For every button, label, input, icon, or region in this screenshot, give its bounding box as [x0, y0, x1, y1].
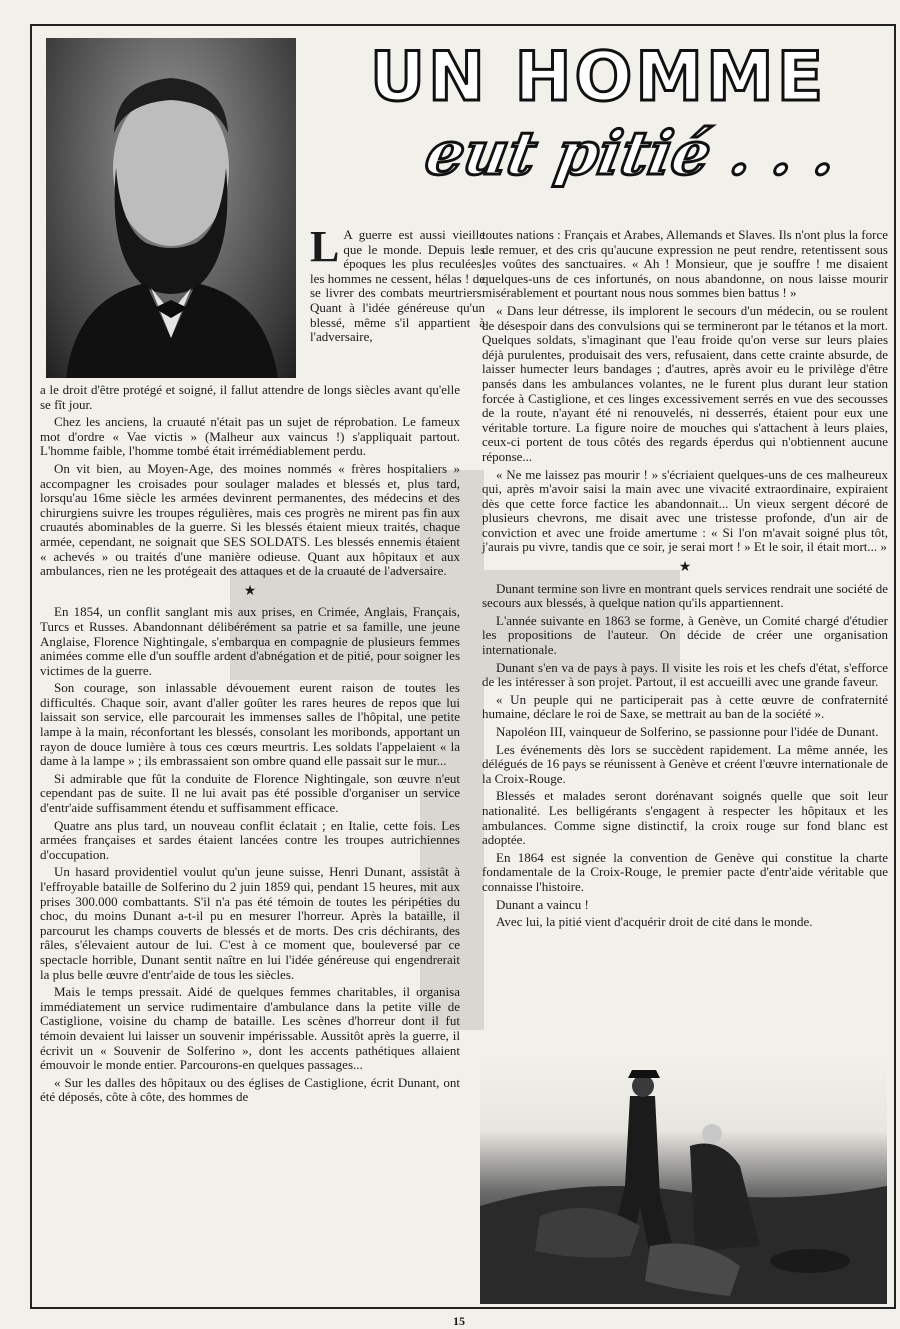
intro-column: [310, 222, 485, 348]
paragraph: Dunant termine son livre en montrant quels services rendrait une société de secours aux blessés, à quelque nation qu'ils appartiennent.: [482, 580, 888, 611]
paragraph: En 1864 est signée la convention de Genève qui constitue la charte fondamentale de la Croix-Rouge, le premier pacte d'entr'aide véritable que connaisse l'histoire.: [482, 849, 888, 894]
paragraph: « Sur les dalles des hôpitaux ou des églises de Castiglione, écrit Dunant, ont été déposés, côte à côte, des hommes de: [40, 1074, 460, 1105]
paragraph: Chez les anciens, la cruauté n'était pas un sujet de réprobation. Le fameux mot d'ordre « Vae victis » (Malheur aux vaincus !) s'appliquait partout. L'homme faible, l'homme tombé était irrémédiablement perdu.: [40, 414, 460, 459]
intro-text: A guerre est aussi vieille que le monde. Depuis les époques les plus reculées, les hommes ne cessent, hélas ! de se livrer des combats meurtriers. Quant à l'idée généreuse qu'un blessé, même s'il appartient à l'adversaire,: [310, 227, 485, 345]
section-star: ★: [678, 560, 692, 576]
paragraph: On vit bien, au Moyen-Age, des moines nommés « frères hospitaliers » accompagner les croisades pour soulager malades et blessés et, plus tard, lorsqu'au 16me siècle les armées devinrent permanentes, des médecins et des chirurgiens suivre les troupes régulières, mais ces progrès ne mirent pas fin aux cruautés abominables de la guerre. Si les blessés étaient mieux traités, chaque armée, cependant, ne soignait que SES SOLDATS. Les blessés ennemis étaient « achevés » ou traités d'une manière odieuse. Quant aux hôpitaux et aux ambulances, rien ne les protégeait des attaques et de la cruauté de l'adversaire.: [40, 460, 460, 579]
portrait-photo: [46, 38, 296, 378]
page-number: 15: [453, 1314, 465, 1328]
headline-sub: eut pitié . . .: [420, 119, 842, 189]
paragraph: a le droit d'être protégé et soigné, il fallut attendre de longs siècles avant qu'elle se fît jour.: [40, 382, 460, 412]
paragraph: Son courage, son inlassable dévouement eurent raison de toutes les difficultés. Chaque soir, avant d'aller goûter les rares heures de repos que lui laissait son service, elle parcourait les immenses salles de l'hôpital, une petite lampe à la main, réconfortant les blessés, consolant les moribonds, apportant un rayon de douce lumière à tous ces cœurs meurtris. Les soldats l'appelaient « la dame à la lampe » ; ils embrassaient son ombre quand elle passait sur le mur...: [40, 680, 460, 769]
battlefield-illustration: [480, 1056, 887, 1304]
paragraph: Dunant a vaincu !: [496, 896, 589, 912]
paragraph: Napoléon III, vainqueur de Solferino, se passionne pour l'idée de Dunant.: [496, 724, 879, 739]
paragraph: L'année suivante en 1863 se forme, à Genève, un Comité chargé d'étudier les propositions de l'auteur. On décide de créer une organisation internationale.: [482, 612, 888, 658]
paragraph: En 1854, un conflit sanglant mis aux prises, en Crimée, Anglais, Français, Turcs et Russes. Abandonnant délibérément sa patrie et sa famille, une jeune Anglaise, Florence Nightingale, s'embarqua en compagnie de plusieurs femmes animées comme elle d'un souffle ardent d'abnégation et de pitié, pour soigner les victimes de la guerre.: [40, 604, 460, 678]
dropcap: L: [310, 222, 340, 271]
right-column: [482, 228, 888, 933]
paragraph: Quatre ans plus tard, un nouveau conflit éclatait ; en Italie, cette fois. Les armées françaises et sardes étaient lancées contre les troupes autrichiennes d'occupation.: [40, 817, 460, 862]
paragraph: Avec lui, la pitié vient d'acquérir droit de cité dans le monde.: [496, 914, 813, 930]
paragraph: Si admirable que fût la conduite de Florence Nightingale, son œuvre n'eut cependant pas de suite. Il ne lui avait pas été possible d'organiser un service d'entr'aide suffisamment étendu et suffisamment efficace.: [40, 770, 460, 816]
left-column: [40, 383, 460, 1108]
paragraph: Les événements dès lors se succèdent rapidement. La même année, les délégués de 16 pays se réunissent à Genève et créent l'œuvre internationale de la Croix-Rouge.: [482, 741, 888, 786]
paragraph: Un hasard providentiel voulut qu'un jeune suisse, Henri Dunant, assistât à l'effroyable bataille de Solferino du 2 juin 1859 qui, pendant 15 heures, mit aux prises 300.000 combattants. S'il n'a pas été témoin de toutes les péripéties du choc, du moins Dunant a-t-il pu en mesurer l'horreur. Après la bataille, il parcourut les champs couverts de blessés et de morts. Des cris déchirants, des râles, s'élevaient autour de lui. C'est à ce moment que, bouleversé par ce spectacle horrible, Dunant sentit naître en lui l'idée généreuse qui engendrerait la plus belle œuvre d'entr'aide de tous les siècles.: [40, 864, 460, 982]
paragraph: « Dans leur détresse, ils implorent le secours d'un médecin, ou se roulent de désespoir dans des convulsions qui se termineront par le tétanos et la mort. Quelques soldats, s'imaginant que l'eau froide qu'on verse sur leurs plaies déjà purulentes, produisait des vers, refusaient, dans cette crainte absurde, de laisser humecter leurs bandages ; d'autres, après avoir eu le privilège d'être pansés dans les ambulances volantes, ne le furent plus durant leur station forcée à Castiglione, et ces linges excessivement serrés en vue des secousses de la route, n'ayant été ni renouvelés, ni desserrés, étaient pour eux une véritable torture. La figure noire de mouches qui s'attachent à leurs plaies, ceux-ci portent de tous côtés des regards éperdus qui n'obtiennent aucune réponse...: [482, 302, 888, 464]
paragraph: toutes nations : Français et Arabes, Allemands et Slaves. Ils n'ont plus la force de remuer, et des cris qu'aucune expression ne peut rendre, retentissent sous les voûtes des sanctuaires. « Ah ! Monsieur, que je souffre ! me disaient quelques-uns de ces infortunés, on nous abandonne, on nous laisse mourir misérablement et pourtant nous nous sommes bien battus ! »: [482, 227, 888, 301]
paragraph: « Ne me laissez pas mourir ! » s'écriaient quelques-uns de ces malheureux qui, après m'avoir saisi la main avec une vivacité extraordinaire, expiraient dès que cette force factice les abandonnait... Un vieux sergent décoré de plusieurs chevrons, me disait avec une tristesse profonde, d'un air de conviction et avec une froide amertume : « Si l'on m'avait soigné plus tôt, j'aurais pu vivre, tandis que ce soir, je serai mort ! » Et le soir, il était mort... »: [482, 466, 888, 555]
headline-main: UN HOMME: [369, 38, 827, 117]
paragraph: « Un peuple qui ne participerait pas à cette œuvre de confraternité humaine, déclare le roi de Saxe, se mettrait au ban de la société ».: [482, 691, 888, 722]
paragraph: Dunant s'en va de pays à pays. Il visite les rois et les chefs d'état, s'efforce de les intéresser à son projet. Partout, il est accueilli avec une grande faveur.: [482, 659, 888, 690]
section-star: ★: [243, 583, 257, 599]
paragraph: Mais le temps pressait. Aidé de quelques femmes charitables, il organisa immédiatement un service rudimentaire d'ambulance dans la petite ville de Castiglione, voisine du champ de bataille. Les scènes d'horreur dont il fut témoin devaient lui laisser un souvenir impérissable. Aussitôt après la guerre, il écrivit un « Souvenir de Solferino », dont les accents pathétiques allaient émouvoir le monde entier. Parcourons-en quelques passages...: [40, 984, 460, 1073]
intro-paragraph: [310, 222, 485, 345]
paragraph: Blessés et malades seront dorénavant soignés quelle que soit leur nationalité. Les belligérants s'engagent à respecter les hôpitaux et les ambulances. Comme signe distinctif, la croix rouge sur fond blanc est adoptée.: [482, 788, 888, 848]
